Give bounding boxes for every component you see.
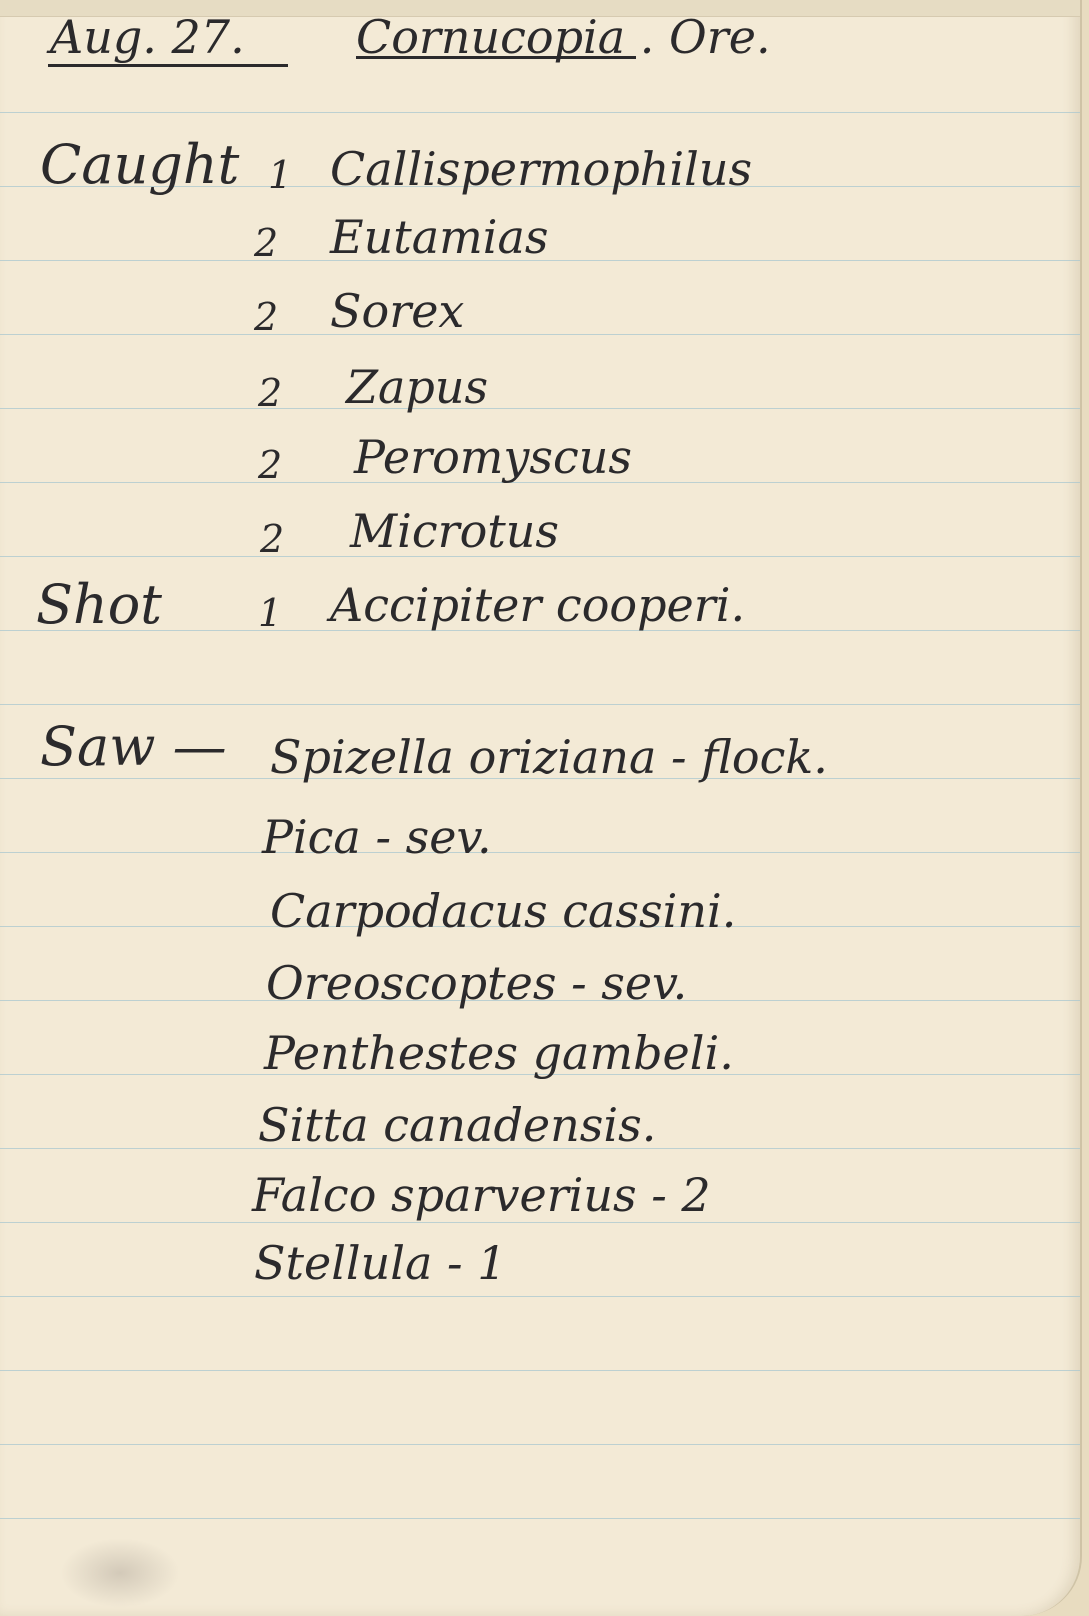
saw-species: Falco sparverius - 2 (252, 1168, 711, 1222)
caught-count: 2 (258, 443, 283, 487)
ruled-line (0, 852, 1080, 853)
saw-species: Carpodacus cassini. (270, 884, 737, 938)
location-underline (356, 56, 636, 59)
saw-species: Penthestes gambeli. (264, 1026, 734, 1080)
caught-count: 2 (254, 221, 279, 265)
ruled-line (0, 1518, 1080, 1519)
caught-species: Zapus (346, 360, 489, 414)
caught-count: 2 (260, 517, 285, 561)
shot-species: Accipiter cooperi. (330, 578, 746, 632)
ruled-line (0, 704, 1080, 705)
saw-species: Pica - sev. (262, 810, 492, 864)
ruled-line (0, 1296, 1080, 1297)
ruled-line (0, 1444, 1080, 1445)
caught-species: Callispermophilus (330, 142, 753, 196)
ruled-line (0, 1370, 1080, 1371)
shot-count: 1 (258, 591, 283, 635)
entry-location: Cornucopia . Ore. (356, 10, 771, 64)
date-underline (48, 64, 288, 67)
saw-species: Stellula - 1 (254, 1236, 507, 1290)
caught-label: Caught (40, 133, 240, 196)
saw-label: Saw — (40, 715, 227, 778)
caught-count: 2 (254, 295, 279, 339)
entry-date: Aug. 27. (50, 10, 245, 64)
caught-count: 2 (258, 371, 283, 415)
ruled-line (0, 112, 1080, 113)
ruled-line (0, 1222, 1080, 1223)
saw-species: Oreoscoptes - sev. (266, 956, 688, 1010)
caught-species: Peromyscus (354, 430, 632, 484)
shot-label: Shot (36, 573, 162, 636)
saw-species: Spizella oriziana - flock. (270, 730, 828, 784)
paper-stain (60, 1538, 180, 1608)
caught-count: 1 (268, 153, 293, 197)
caught-species: Sorex (330, 284, 465, 338)
ruled-line (0, 408, 1080, 409)
ruled-line (0, 334, 1080, 335)
saw-species: Sitta canadensis. (258, 1098, 657, 1152)
caught-species: Eutamias (330, 210, 549, 264)
caught-species: Microtus (350, 504, 559, 558)
